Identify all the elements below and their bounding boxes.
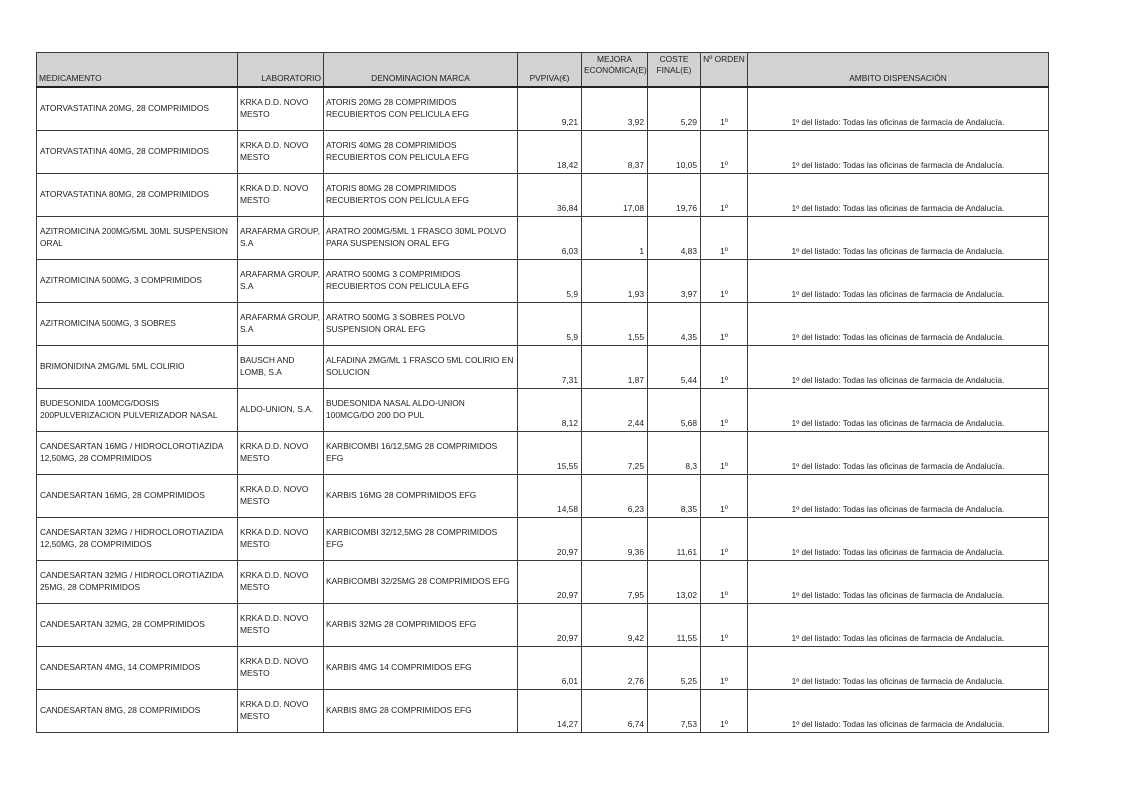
table-row [37, 87, 1049, 131]
cell-pvp: 6,03 [518, 217, 582, 260]
cell-denominacion: KARBIS 8MG 28 COMPRIMIDOS EFG [324, 690, 518, 733]
cell-medicamento: CANDESARTAN 4MG, 14 COMPRIMIDOS [37, 647, 238, 690]
cell-mejora: 1 [582, 217, 648, 260]
cell-pvp: 20,97 [518, 604, 582, 647]
cell-coste: 8,35 [648, 475, 701, 518]
cell-laboratorio: ARAFARMA GROUP, S.A [238, 217, 324, 260]
table-row [37, 131, 1049, 174]
cell-laboratorio: KRKA D.D. NOVO MESTO [238, 561, 324, 604]
cell-orden: 1º [701, 174, 748, 217]
table-row [37, 690, 1049, 733]
cell-laboratorio: KRKA D.D. NOVO MESTO [238, 131, 324, 174]
table-row [37, 432, 1049, 475]
cell-mejora: 7,95 [582, 561, 648, 604]
cell-orden: 1º [701, 690, 748, 733]
cell-medicamento: CANDESARTAN 32MG, 28 COMPRIMIDOS [37, 604, 238, 647]
cell-laboratorio: KRKA D.D. NOVO MESTO [238, 604, 324, 647]
cell-coste: 5,44 [648, 346, 701, 389]
header-orden: Nº ORDEN [701, 53, 748, 88]
cell-orden: 1º [701, 389, 748, 432]
cell-ambito: 1º del listado: Todas las oficinas de farmacia de Andalucía. [748, 260, 1049, 303]
cell-ambito: 1º del listado: Todas las oficinas de farmacia de Andalucía. [748, 303, 1049, 346]
table-row [37, 346, 1049, 389]
cell-pvp: 9,21 [518, 87, 582, 131]
cell-mejora: 6,74 [582, 690, 648, 733]
cell-laboratorio: ARAFARMA GROUP, S.A [238, 260, 324, 303]
cell-mejora: 6,23 [582, 475, 648, 518]
table-row [37, 217, 1049, 260]
cell-medicamento: AZITROMICINA 500MG, 3 SOBRES [37, 303, 238, 346]
cell-laboratorio: ALDO-UNION, S.A. [238, 389, 324, 432]
cell-mejora: 9,36 [582, 518, 648, 561]
cell-mejora: 2,44 [582, 389, 648, 432]
cell-denominacion: ALFADINA 2MG/ML 1 FRASCO 5ML COLIRIO EN SOLUCION [324, 346, 518, 389]
cell-coste: 11,55 [648, 604, 701, 647]
cell-denominacion: KARBIS 4MG 14 COMPRIMIDOS EFG [324, 647, 518, 690]
header-laboratorio: LABORATORIO [238, 53, 324, 88]
cell-pvp: 7,31 [518, 346, 582, 389]
cell-ambito: 1º del listado: Todas las oficinas de farmacia de Andalucía. [748, 131, 1049, 174]
cell-medicamento: ATORVASTATINA 80MG, 28 COMPRIMIDOS [37, 174, 238, 217]
cell-medicamento: BUDESONIDA 100MCG/DOSIS 200PULVERIZACION PULVERIZADOR NASAL [37, 389, 238, 432]
cell-mejora: 17,08 [582, 174, 648, 217]
cell-mejora: 3,92 [582, 87, 648, 131]
cell-mejora: 1,55 [582, 303, 648, 346]
table-row [37, 303, 1049, 346]
cell-pvp: 36,84 [518, 174, 582, 217]
cell-denominacion: ATORIS 40MG 28 COMPRIMIDOS RECUBIERTOS CON PELICULA EFG [324, 131, 518, 174]
cell-mejora: 1,87 [582, 346, 648, 389]
header-medicamento: MEDICAMENTO [37, 53, 238, 88]
cell-denominacion: KARBICOMBI 32/12,5MG 28 COMPRIMIDOS EFG [324, 518, 518, 561]
cell-ambito: 1º del listado: Todas las oficinas de farmacia de Andalucía. [748, 647, 1049, 690]
cell-denominacion: KARBIS 32MG 28 COMPRIMIDOS EFG [324, 604, 518, 647]
cell-coste: 13,02 [648, 561, 701, 604]
cell-orden: 1º [701, 131, 748, 174]
cell-denominacion: KARBICOMBI 16/12,5MG 28 COMPRIMIDOS EFG [324, 432, 518, 475]
cell-ambito: 1º del listado: Todas las oficinas de farmacia de Andalucía. [748, 518, 1049, 561]
cell-denominacion: KARBICOMBI 32/25MG 28 COMPRIMIDOS EFG [324, 561, 518, 604]
cell-medicamento: AZITROMICINA 200MG/5ML 30ML SUSPENSION ORAL [37, 217, 238, 260]
cell-pvp: 5,9 [518, 260, 582, 303]
table-row [37, 475, 1049, 518]
cell-coste: 4,35 [648, 303, 701, 346]
cell-orden: 1º [701, 432, 748, 475]
table-header-row [37, 53, 1049, 88]
cell-orden: 1º [701, 475, 748, 518]
cell-ambito: 1º del listado: Todas las oficinas de farmacia de Andalucía. [748, 217, 1049, 260]
cell-medicamento: CANDESARTAN 32MG / HIDROCLOROTIAZIDA 12,50MG, 28 COMPRIMIDOS [37, 518, 238, 561]
header-pvp: PVPIVA(€) [518, 53, 582, 88]
table-row [37, 389, 1049, 432]
cell-pvp: 8,12 [518, 389, 582, 432]
cell-orden: 1º [701, 647, 748, 690]
cell-laboratorio: ARAFARMA GROUP, S.A [238, 303, 324, 346]
table-row [37, 604, 1049, 647]
cell-orden: 1º [701, 604, 748, 647]
cell-medicamento: BRIMONIDINA 2MG/ML 5ML COLIRIO [37, 346, 238, 389]
cell-laboratorio: KRKA D.D. NOVO MESTO [238, 475, 324, 518]
medicines-table [36, 52, 1049, 733]
cell-coste: 19,76 [648, 174, 701, 217]
cell-laboratorio: KRKA D.D. NOVO MESTO [238, 87, 324, 131]
cell-pvp: 20,97 [518, 561, 582, 604]
cell-medicamento: CANDESARTAN 16MG / HIDROCLOROTIAZIDA 12,50MG, 28 COMPRIMIDOS [37, 432, 238, 475]
cell-coste: 4,83 [648, 217, 701, 260]
cell-coste: 7,53 [648, 690, 701, 733]
cell-medicamento: ATORVASTATINA 40MG, 28 COMPRIMIDOS [37, 131, 238, 174]
cell-orden: 1º [701, 87, 748, 131]
cell-laboratorio: BAUSCH AND LOMB, S.A [238, 346, 324, 389]
cell-orden: 1º [701, 217, 748, 260]
table-row [37, 647, 1049, 690]
cell-orden: 1º [701, 518, 748, 561]
cell-orden: 1º [701, 346, 748, 389]
cell-ambito: 1º del listado: Todas las oficinas de farmacia de Andalucía. [748, 174, 1049, 217]
cell-pvp: 15,55 [518, 432, 582, 475]
table-row [37, 518, 1049, 561]
header-mejora: MEJORA ECONÓMICA(E) [582, 53, 648, 88]
cell-ambito: 1º del listado: Todas las oficinas de farmacia de Andalucía. [748, 561, 1049, 604]
cell-orden: 1º [701, 260, 748, 303]
cell-ambito: 1º del listado: Todas las oficinas de farmacia de Andalucía. [748, 432, 1049, 475]
cell-ambito: 1º del listado: Todas las oficinas de farmacia de Andalucía. [748, 604, 1049, 647]
cell-mejora: 7,25 [582, 432, 648, 475]
cell-mejora: 1,93 [582, 260, 648, 303]
cell-orden: 1º [701, 303, 748, 346]
cell-orden: 1º [701, 561, 748, 604]
cell-denominacion: ATORIS 80MG 28 COMPRIMIDOS RECUBIERTOS CON PELÍCULA EFG [324, 174, 518, 217]
cell-medicamento: ATORVASTATINA 20MG, 28 COMPRIMIDOS [37, 87, 238, 131]
cell-medicamento: CANDESARTAN 8MG, 28 COMPRIMIDOS [37, 690, 238, 733]
cell-denominacion: BUDESONIDA NASAL ALDO-UNION 100MCG/DO 200 DO PUL [324, 389, 518, 432]
cell-coste: 5,25 [648, 647, 701, 690]
cell-laboratorio: KRKA D.D. NOVO MESTO [238, 647, 324, 690]
cell-laboratorio: KRKA D.D. NOVO MESTO [238, 174, 324, 217]
header-ambito: AMBITO DISPENSACIÓN [748, 53, 1049, 88]
cell-laboratorio: KRKA D.D. NOVO MESTO [238, 432, 324, 475]
cell-coste: 11,61 [648, 518, 701, 561]
cell-pvp: 18,42 [518, 131, 582, 174]
cell-coste: 8,3 [648, 432, 701, 475]
table-row [37, 174, 1049, 217]
cell-pvp: 14,58 [518, 475, 582, 518]
table-row [37, 260, 1049, 303]
cell-laboratorio: KRKA D.D. NOVO MESTO [238, 518, 324, 561]
header-denominacion: DENOMINACION MARCA [324, 53, 518, 88]
cell-pvp: 5,9 [518, 303, 582, 346]
cell-mejora: 9,42 [582, 604, 648, 647]
cell-pvp: 20,97 [518, 518, 582, 561]
table-body [37, 87, 1049, 733]
cell-denominacion: KARBIS 16MG 28 COMPRIMIDOS EFG [324, 475, 518, 518]
cell-ambito: 1º del listado: Todas las oficinas de farmacia de Andalucía. [748, 690, 1049, 733]
cell-medicamento: CANDESARTAN 32MG / HIDROCLOROTIAZIDA 25MG, 28 COMPRIMIDOS [37, 561, 238, 604]
cell-ambito: 1º del listado: Todas las oficinas de farmacia de Andalucía. [748, 475, 1049, 518]
cell-coste: 10,05 [648, 131, 701, 174]
cell-denominacion: ARATRO 500MG 3 COMPRIMIDOS RECUBIERTOS CON PELICULA EFG [324, 260, 518, 303]
cell-denominacion: ARATRO 200MG/5ML 1 FRASCO 30ML POLVO PARA SUSPENSION ORAL EFG [324, 217, 518, 260]
cell-mejora: 8,37 [582, 131, 648, 174]
cell-ambito: 1º del listado: Todas las oficinas de farmacia de Andalucía. [748, 87, 1049, 131]
cell-coste: 5,68 [648, 389, 701, 432]
cell-mejora: 2,76 [582, 647, 648, 690]
cell-laboratorio: KRKA D.D. NOVO MESTO [238, 690, 324, 733]
cell-denominacion: ATORIS 20MG 28 COMPRIMIDOS RECUBIERTOS CON PELICULA EFG [324, 87, 518, 131]
cell-pvp: 14,27 [518, 690, 582, 733]
table-row [37, 561, 1049, 604]
cell-coste: 5,29 [648, 87, 701, 131]
cell-ambito: 1º del listado: Todas las oficinas de farmacia de Andalucía. [748, 389, 1049, 432]
cell-coste: 3,97 [648, 260, 701, 303]
cell-pvp: 6,01 [518, 647, 582, 690]
cell-ambito: 1º del listado: Todas las oficinas de farmacia de Andalucía. [748, 346, 1049, 389]
cell-medicamento: CANDESARTAN 16MG, 28 COMPRIMIDOS [37, 475, 238, 518]
cell-denominacion: ARATRO 500MG 3 SOBRES POLVO SUSPENSION ORAL EFG [324, 303, 518, 346]
cell-medicamento: AZITROMICINA 500MG, 3 COMPRIMIDOS [37, 260, 238, 303]
header-coste: COSTE FINAL(E) [648, 53, 701, 88]
